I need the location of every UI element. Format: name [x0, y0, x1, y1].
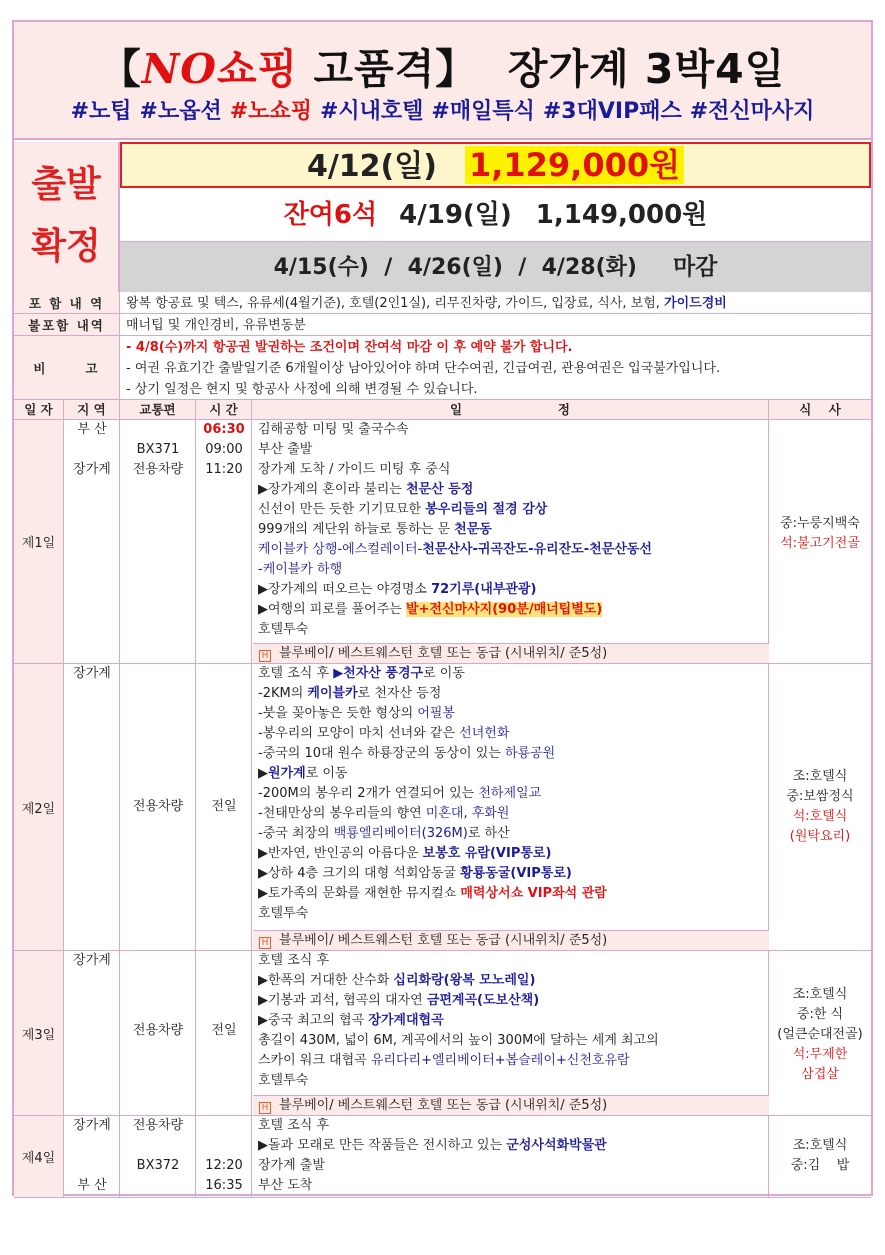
day-2-line-12-text: ▶토가족의 문화를 재현한 뮤지컬쇼	[258, 886, 461, 901]
day-4-breakfast: 조:호텔식	[792, 1138, 848, 1153]
day-4-line-2-text: ▶돌과 모래로 만든 작품들은 전시하고 있는	[258, 1138, 507, 1153]
day-2-line-10-text: ▶반자연, 반인공의 아름다운	[258, 846, 423, 861]
excluded-label: 불포함 내역	[14, 314, 120, 335]
shili-gallery: 십리화랑(왕복 모노레일)	[393, 973, 536, 988]
day-1-row	[14, 420, 871, 664]
excluded-value: 매너팁 및 개인경비, 유류변동분	[126, 318, 306, 333]
day-4-line-1: 호텔 조식 후	[258, 1118, 330, 1133]
day-2-line-9-text: -중국 최장의	[258, 826, 334, 841]
tag-city-hotel: #시내호텔	[319, 99, 424, 124]
day-1-time-2: 09:00	[205, 442, 243, 457]
header	[14, 22, 871, 140]
day-1-line-9	[258, 580, 536, 600]
departure-confirmed-label	[14, 142, 120, 292]
col-region: 지 역	[64, 400, 120, 420]
tianzi-mountain: ▶천자산 풍경구	[333, 666, 424, 681]
day-1-region-zjj: 장가계	[73, 462, 111, 477]
tag-no-shopping: #노쇼핑	[229, 99, 312, 124]
day-2-line-6	[258, 764, 348, 784]
hashtag-row	[14, 94, 871, 125]
day-4-line-2	[258, 1136, 607, 1156]
day-2-line-5-text: -중국의 10대 원수 하룡장군의 동상이 있는	[258, 746, 505, 761]
day-3-label: 제3일	[14, 951, 64, 1115]
mihun-terrace: 미혼대, 후화원	[425, 806, 510, 821]
day-3-line-3-text: ▶기봉과 괴석, 협곡의 대자연	[258, 993, 427, 1008]
departure-row-3	[120, 242, 871, 292]
day-1-line-9-text: ▶장가계의 떠오르는 야경명소	[258, 582, 432, 597]
first-bridge: 천하제일교	[478, 786, 542, 801]
day-1-line-4-text: ▶장가계의 혼이라 불리는	[258, 482, 406, 497]
yubi-peak: 어필봉	[417, 706, 456, 721]
title-bracket: 【	[99, 45, 142, 93]
day-1-line-3: 장가계 도착 / 가이드 미팅 후 중식	[258, 462, 451, 477]
day-2-label: 제2일	[14, 664, 64, 950]
day-2-line-2-text: -2KM의	[258, 686, 308, 701]
day-4-schedule-col	[252, 1116, 769, 1197]
col-transport: 교통편	[120, 400, 196, 420]
day-1-dinner: 석:불고기전골	[780, 536, 860, 551]
departure-row-1	[120, 142, 871, 188]
day-2-breakfast: 조:호텔식	[792, 769, 848, 784]
day-2-dinner: 석:호텔식	[792, 809, 848, 824]
remarks-row	[14, 336, 871, 400]
day-4-time-2: 16:35	[205, 1178, 243, 1193]
col-schedule: 일 정	[252, 400, 769, 420]
closed-status: 마감	[672, 254, 718, 280]
remarks-label: 비 고	[14, 336, 120, 399]
bailong-elevator: 백룡엘리베이터(326M)	[333, 826, 468, 841]
hotel-icon: H	[259, 1102, 271, 1114]
day-2-lunch: 중:보쌈정식	[786, 789, 854, 804]
departure-row-2	[120, 190, 871, 242]
day-1-line-10-text: ▶여행의 피로를 풀어주는	[258, 602, 406, 617]
day-4-region-zjj: 장가계	[73, 1118, 111, 1133]
day-2-line-13: 호텔투숙	[258, 906, 309, 921]
baofeng-lake: 보봉호 유람(VIP통로)	[422, 846, 552, 861]
remark-2: - 여권 유효기간 출발일기준 6개월이상 남아있어야 하며 단수여권, 긴급여권, 관용여권은 입국불가입니다.	[126, 361, 721, 376]
day-1-line-7-text: 케이블카 상행-에스컬레이터-	[258, 542, 423, 557]
hotel-icon: H	[259, 650, 271, 662]
col-meal: 식 사	[799, 402, 841, 417]
tag-vip-pass: #3대VIP패스	[542, 99, 682, 124]
day-3-region-col	[64, 951, 120, 1115]
day-1-hotel-text: 블루베이/ 베스트웨스턴 호텔 또는 동급 (시내위치/ 준5성)	[279, 646, 608, 661]
schedule-header	[14, 400, 871, 420]
day-3-line-3	[258, 991, 539, 1011]
day-1-region-col	[64, 420, 120, 663]
day-4-lunch: 중:김 밥	[790, 1158, 850, 1173]
day-2-line-6-arrow: ▶	[258, 766, 268, 781]
day-2-vehicle: 전용차량	[132, 799, 184, 814]
day-3-hotel-text: 블루베이/ 베스트웨스턴 호텔 또는 동급 (시내위치/ 준5성)	[279, 1098, 608, 1113]
day-4-flight: BX372	[136, 1158, 180, 1173]
day-3-time: 전일	[211, 1023, 237, 1038]
day-2-region-col	[64, 664, 120, 950]
day-1-line-10	[258, 600, 602, 620]
day-2-line-1-text: 호텔 조식 후	[258, 666, 334, 681]
yellow-dragon-cave: 황룡동굴(VIP통로)	[460, 866, 572, 881]
day-4-time-1: 12:20	[205, 1158, 243, 1173]
day-3-line-7: 호텔투숙	[258, 1073, 309, 1088]
glass-bridge: 유리다리+엘리베이터+봅슬레이+신천호유람	[370, 1053, 630, 1068]
day-3-line-2-text: ▶한폭의 거대한 산수화	[258, 973, 394, 988]
departure-price-1: 1,129,000원	[465, 146, 684, 184]
day-3-row	[14, 951, 871, 1116]
day-1-lunch: 중:누룽지백숙	[780, 516, 860, 531]
departure-label-line1: 출발	[31, 164, 101, 205]
day-2-line-9-tail: 로 하산	[467, 826, 510, 841]
day-1-line-6	[258, 520, 492, 540]
yuanjiajie: 원가계	[268, 766, 306, 781]
remark-3: - 상기 일정은 현지 및 항공사 사정에 의해 변경될 수 있습니다.	[126, 382, 478, 397]
massage: 발+전신마사지(90분/매너팁별도)	[405, 602, 603, 617]
day-1-line-8: -케이블카 하행	[258, 562, 343, 577]
day-3-line-6	[258, 1051, 630, 1071]
tag-massage: #전신마사지	[689, 99, 815, 124]
day-1-line-11: 호텔투숙	[258, 622, 309, 637]
day-3-breakfast: 조:호텔식	[792, 987, 848, 1002]
departure-block	[14, 142, 871, 292]
tianmen-route: 천문산사-귀곡잔도-유리잔도-천문산동선	[422, 542, 652, 557]
day-1-line-5-text: 신선이 만든 듯한 기기묘묘한	[258, 502, 426, 517]
day-3-vehicle: 전용차량	[132, 1023, 184, 1038]
day-2-line-1-tail: 로 이동	[423, 666, 465, 681]
day-1-line-4	[258, 480, 473, 500]
included-value	[126, 292, 866, 313]
day-2-line-12	[258, 884, 607, 904]
included-row	[14, 292, 871, 314]
day-2-line-2	[258, 684, 441, 704]
page-title	[14, 36, 871, 95]
included-guide-fee: 가이드경비	[664, 296, 727, 311]
departure-date-2: 4/19(일)	[399, 200, 512, 230]
remaining-seats: 잔여6석	[283, 200, 378, 230]
peaks-view: 봉우리들의 절경 감상	[425, 502, 548, 517]
fairy-flower: 선녀헌화	[459, 726, 510, 741]
day-3-line-5: 총길이 430M, 넓이 6M, 계곡에서의 높이 300M에 달하는 세계 최고의	[258, 1033, 659, 1048]
day-1-flight: BX371	[136, 442, 180, 457]
included-label: 포 함 내 역	[14, 292, 120, 313]
col-day: 일 자	[14, 400, 64, 420]
departure-price-2: 1,149,000원	[535, 200, 708, 230]
helong-park: 하룡공원	[504, 746, 556, 761]
excluded-row	[14, 314, 871, 336]
day-1-line-5	[258, 500, 547, 520]
day-2-line-3	[258, 704, 455, 724]
remark-1: - 4/8(수)까지 항공권 발권하는 조건이며 잔여석 마감 이 후 예약 불가 합니다.	[126, 340, 573, 355]
tag-no-tip: #노팁	[70, 99, 132, 124]
departure-date-1: 4/12(일)	[306, 149, 437, 184]
day-1-line-7	[258, 540, 652, 560]
day-3-dinner: 석:무제한	[792, 1047, 848, 1062]
remarks-value	[126, 336, 866, 399]
departure-label-line2: 확정	[31, 226, 101, 267]
hotel-icon: H	[259, 937, 271, 949]
day-1-region-busan: 부 산	[77, 422, 107, 437]
day-4-row	[14, 1116, 871, 1198]
golden-whip-stream: 금편계곡(도보산책)	[426, 993, 540, 1008]
title-rest: 고품격】 장가계 3박4일	[298, 45, 786, 93]
day-4-label: 제4일	[14, 1116, 64, 1197]
day-2-time: 전일	[211, 799, 237, 814]
day-2-row	[14, 664, 871, 951]
day-4-region-busan: 부 산	[77, 1178, 107, 1193]
tag-no-option: #노옵션	[139, 99, 222, 124]
day-1-vehicle: 전용차량	[132, 462, 184, 477]
grand-canyon: 장가계대협곡	[368, 1013, 444, 1028]
day-1-line-2: 부산 출발	[258, 442, 313, 457]
day-2-line-7	[258, 784, 541, 804]
day-2-hotel-text: 블루베이/ 베스트웨스턴 호텔 또는 동급 (시내위치/ 준5성)	[279, 933, 608, 948]
day-1-label: 제1일	[14, 420, 64, 663]
day-2-line-7-text: -200M의 봉우리 2개가 연결되어 있는	[258, 786, 479, 801]
tianmen-mountain: 천문산 등정	[405, 482, 474, 497]
day-2-line-6-tail: 로 이동	[305, 766, 348, 781]
day-2-line-5	[258, 744, 555, 764]
day-3-line-6-text: 스카이 워크 대협곡	[258, 1053, 371, 1068]
day-3-region: 장가계	[73, 953, 111, 968]
day-2-line-11	[258, 864, 572, 884]
day-2-line-4-text: -봉우리의 모양이 마치 선녀와 같은	[258, 726, 460, 741]
day-1-line-1: 김해공항 미팅 및 출국수속	[258, 422, 409, 437]
day-1-time-1: 06:30	[203, 422, 245, 437]
day-1-hotel	[253, 643, 769, 663]
itinerary-sheet	[12, 20, 873, 1196]
included-text: 왕복 항공료 및 텍스, 유류세(4월기준), 호텔(2인1실), 리무진차량, 가이드, 입장료, 식사, 보험,	[126, 296, 665, 311]
day-4-vehicle: 전용차량	[132, 1118, 184, 1133]
title-no: NO	[141, 45, 217, 93]
day-2-line-4	[258, 724, 509, 744]
cable-car: 케이블카	[307, 686, 358, 701]
day-2-line-1	[258, 664, 465, 684]
day-3-hotel	[253, 1095, 769, 1115]
day-2-line-9	[258, 824, 510, 844]
closed-dates: 4/15(수) / 4/26(일) / 4/28(화)	[273, 255, 637, 280]
day-1-time-3: 11:20	[205, 462, 243, 477]
day-4-line-3: 장가계 출발	[258, 1158, 325, 1173]
day-2-hotel	[253, 930, 769, 950]
tianmen-cave: 천문동	[454, 522, 492, 537]
day-3-line-1: 호텔 조식 후	[258, 953, 330, 968]
tag-daily-special: #매일특식	[431, 99, 535, 124]
day-3-line-4-text: ▶중국 최고의 협곡	[258, 1013, 369, 1028]
day-4-line-4: 부산 도착	[258, 1178, 313, 1193]
day-2-line-10	[258, 844, 551, 864]
day-2-line-8-text: -천태만상의 봉우리들의 향연	[258, 806, 426, 821]
day-3-dinner-note: 삼겹살	[801, 1067, 839, 1082]
day-2-line-3-text: -붓을 꽂아놓은 듯한 형상의	[258, 706, 418, 721]
day-2-region: 장가계	[73, 666, 111, 681]
day-1-line-6-text: 999개의 계단위 하늘로 통하는 문	[258, 522, 455, 537]
sand-painting-museum: 군성사석화박물관	[506, 1138, 607, 1153]
day-3-line-2	[258, 971, 535, 991]
day-2-line-8	[258, 804, 509, 824]
title-shopping: 쇼핑	[216, 45, 299, 93]
col-time: 시 간	[196, 400, 252, 420]
day-3-lunch: 중:한 식	[796, 1007, 844, 1022]
day-2-dinner-note: (원탁요리)	[789, 829, 851, 844]
day-3-lunch-note: (얼큰순대전골)	[777, 1027, 863, 1042]
day-2-line-11-text: ▶상하 4층 크기의 대형 석회암동굴	[258, 866, 461, 881]
day-2-line-2-tail: 로 천자산 등정	[357, 686, 442, 701]
day-3-line-4	[258, 1011, 444, 1031]
72-buildings: 72기루(내부관광)	[431, 582, 537, 597]
xiangxi-show: 매력상서쇼 VIP좌석 관람	[460, 886, 607, 901]
